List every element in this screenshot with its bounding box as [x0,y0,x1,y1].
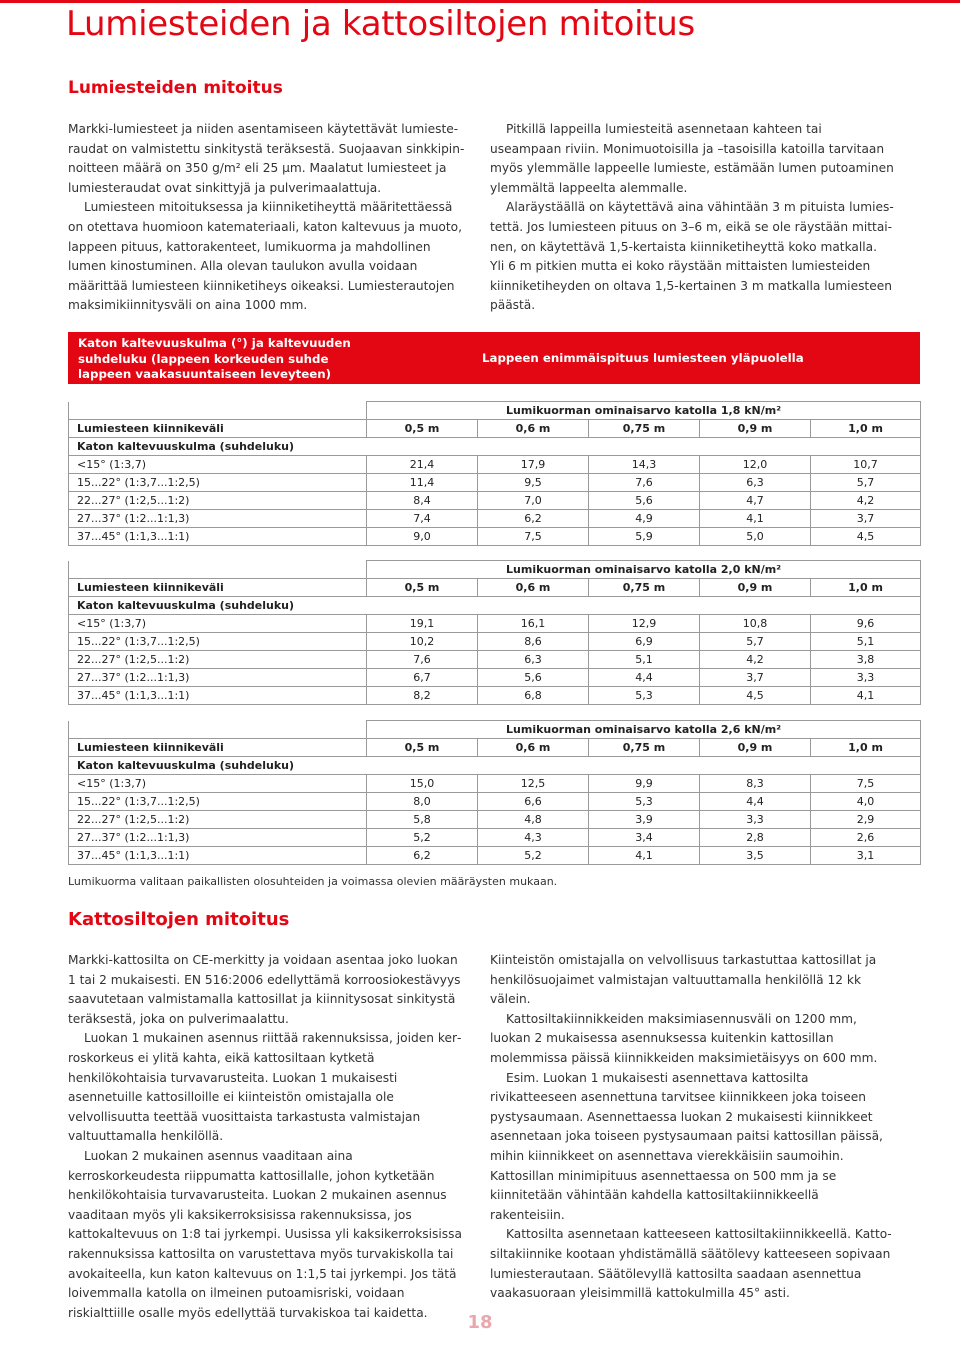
span-header: 0,9 m [700,420,811,438]
value-cell: 21,4 [367,456,478,474]
value-cell: 2,8 [700,829,811,847]
value-cell: 3,9 [589,811,700,829]
table-row [69,615,921,633]
band-right-label: Lappeen enimmäispituus lumiesteen yläpuolella [482,351,804,365]
section-heading-roof-bridges: Kattosiltojen mitoitus [68,909,290,930]
span-header: 0,6 m [478,579,589,597]
value-cell: 12,5 [478,775,589,793]
value-cell: 4,7 [700,492,811,510]
paragraph: Kiinteistön omistajalla on velvollisuus tarkastuttaa kattosillat ja henkilösuojaimet valmistajan valtuuttamalla henkilöllä 12 kk välein. [490,953,877,1007]
angle-label: 27...37° (1:2...1:1,3) [69,829,367,847]
table-row [69,669,921,687]
value-cell: 10,8 [700,615,811,633]
table-row [69,474,921,492]
page-title: Lumiesteiden ja kattosiltojen mitoitus [66,4,695,44]
table-row [69,829,921,847]
row-label-spacing: Lumiesteen kiinnikeväli [69,420,367,438]
angle-label: 37...45° (1:1,3...1:1) [69,528,367,546]
value-cell: 16,1 [478,615,589,633]
value-cell: 8,4 [367,492,478,510]
paragraph: Lumiesteen mitoituksessa ja kiinniketiheyttä määritettäessä on otettava huomioon katemateriaali, katon kaltevuus ja muoto, lappeen pituus, kattorakenteet, lumikuorma ja mahdollinen lumen kinostuminen. Alla olevan taulukon avulla voidaan määrittää lumiesteen kiinniketiheys oikeaksi. Lumiesterautojen maksimikiinnitysväli on aina 1000 mm. [68,200,462,313]
span-header: 1,0 m [811,420,921,438]
value-cell: 4,2 [700,651,811,669]
value-cell: 4,0 [811,793,921,811]
angle-label: 37...45° (1:1,3...1:1) [69,687,367,705]
span-header: 0,5 m [367,739,478,757]
value-cell: 5,6 [589,492,700,510]
value-cell: 7,0 [478,492,589,510]
value-cell: 3,5 [700,847,811,865]
table-row [69,775,921,793]
value-cell: 7,4 [367,510,478,528]
span-header: 0,9 m [700,579,811,597]
angle-label: <15° (1:3,7) [69,456,367,474]
value-cell: 4,3 [478,829,589,847]
table-header-band [68,332,920,384]
value-cell: 6,6 [478,793,589,811]
angle-label: <15° (1:3,7) [69,615,367,633]
value-cell: 5,3 [589,687,700,705]
page-number: 18 [467,1312,493,1333]
paragraph: Alaräystäällä on käytettävä aina vähintään 3 m pituista lumiestettä. Jos lumiesteen pituus on 3–6 m, eikä se ole räystään mittainen, on käytettävä 1,5-kertaista kiinniketiheyttä koko matkalla. Yli 6 m pitkien mutta ei koko räystään mittaisten lumiesteiden kiinniketiheyden on oltava 1,5-kertainen 3 m matkalla lumiesteen päästä. [490,200,894,313]
table-row [69,633,921,651]
value-cell: 9,0 [367,528,478,546]
value-cell: 7,5 [811,775,921,793]
value-cell: 3,7 [700,669,811,687]
roof-bridges-right-column [490,951,895,1304]
row-label-angle: Katon kaltevuuskulma (suhdeluku) [69,597,921,615]
value-cell: 4,2 [811,492,921,510]
table-row [69,811,921,829]
load-table-2-0 [68,560,921,705]
top-accent-bar [0,0,960,3]
value-cell: 5,8 [367,811,478,829]
angle-label: 27...37° (1:2...1:1,3) [69,669,367,687]
value-cell: 4,1 [811,687,921,705]
table-row [69,651,921,669]
span-header: 0,5 m [367,579,478,597]
value-cell: 4,1 [700,510,811,528]
span-header: 0,6 m [478,420,589,438]
value-cell: 11,4 [367,474,478,492]
paragraph: Luokan 2 mukainen asennus vaaditaan aina kerroskorkeudesta riippumatta kattosillalle, johon kytketään henkilökohtaisia turvavarusteita. Luokan 2 mukainen asennus vaaditaan myös yli kaksikerroksisissa rakennuksissa, jos kattokaltevuus on 1:8 tai jyrkempi. Uusissa yli kaksikerroksisissa rakennuksissa kattosilta on varustettava myös turvakiskolla tai avokaiteella, kun katon kaltevuus on 1:1,5 tai jyrkempi. Jos tätä loivemmalla katolla on ilmeinen putoamisriski, voidaan riskialttiille osalle myös edellyttää turvakiskoa tai kaidetta. [68,1148,462,1320]
row-label-angle: Katon kaltevuuskulma (suhdeluku) [69,757,921,775]
angle-label: 37...45° (1:1,3...1:1) [69,847,367,865]
value-cell: 7,6 [589,474,700,492]
value-cell: 5,2 [367,829,478,847]
value-cell: 12,9 [589,615,700,633]
value-cell: 6,2 [367,847,478,865]
value-cell: 9,6 [811,615,921,633]
angle-label: <15° (1:3,7) [69,775,367,793]
value-cell: 19,1 [367,615,478,633]
span-header: 0,6 m [478,739,589,757]
value-cell: 7,5 [478,528,589,546]
value-cell: 3,4 [589,829,700,847]
value-cell: 4,8 [478,811,589,829]
table-row [69,456,921,474]
paragraph: Markki-kattosilta on CE-merkitty ja voidaan asentaa joko luokan 1 tai 2 mukaisesti. EN 516:2006 edellyttämä korroosiokestävyys saavutetaan valmistamalla kattosillat ja kiinnitysosat sinkitystä teräksestä, joka on pulverimaalattu. [68,953,461,1026]
angle-label: 27...37° (1:2...1:1,3) [69,510,367,528]
table-caption: Lumikuorman ominaisarvo katolla 2,0 kN/m² [367,561,921,579]
table-caption: Lumikuorman ominaisarvo katolla 2,6 kN/m² [367,721,921,739]
table-row [69,847,921,865]
span-header: 1,0 m [811,579,921,597]
span-header: 1,0 m [811,739,921,757]
value-cell: 14,3 [589,456,700,474]
value-cell: 5,7 [811,474,921,492]
row-label-angle: Katon kaltevuuskulma (suhdeluku) [69,438,921,456]
value-cell: 4,9 [589,510,700,528]
row-label-spacing: Lumiesteen kiinnikeväli [69,739,367,757]
value-cell: 8,2 [367,687,478,705]
span-header: 0,9 m [700,739,811,757]
paragraph: Esim. Luokan 1 mukaisesti asennettava kattosilta rivikatteeseen asennettuna tarvitsee kiinnikkeen joka toiseen pystysaumaan. Asennettaessa luokan 2 mukaisesti kiinnikkeet asennetaan joka toiseen pystysaumaan paitsi kattosillan päissä, mihin kiinnikkeet on asennettava vierekkäisiin saumoihin. Kattosillan minimipituus asennettaessa on 500 mm ja se kiinnitetään vähintään kahdella kattosiltakiinnikkeellä rakenteisiin. [490,1070,883,1222]
value-cell: 3,7 [811,510,921,528]
value-cell: 5,0 [700,528,811,546]
load-table-2-6 [68,720,921,865]
angle-label: 22...27° (1:2,5...1:2) [69,811,367,829]
table-row [69,510,921,528]
load-table-1-8 [68,401,921,546]
paragraph: Markki-lumiesteet ja niiden asentamiseen käytettävät lumiesteraudat on valmistettu sinkitystä teräksestä. Suojaavan sinkkipinnoitteen määrä on 350 g/m² eli 25 µm. Maalatut lumiesteet ja lumiesteraudat ovat sinkittyjä ja pulverimaalattuja. [68,122,465,195]
angle-label: 22...27° (1:2,5...1:2) [69,651,367,669]
angle-label: 15...22° (1:3,7...1:2,5) [69,474,367,492]
paragraph: Kattosilta asennetaan katteeseen kattosiltakiinnikkeellä. Kattosiltakiinnike kootaan yhdistämällä säätölevy katteeseen sopivaan lumiesterautaan. Säätölevyllä kattosilta saadaan asennettua vaakasuoraan yleisimmillä kattokulmilla 45° asti. [490,1227,892,1301]
value-cell: 5,6 [478,669,589,687]
value-cell: 10,2 [367,633,478,651]
value-cell: 15,0 [367,775,478,793]
value-cell: 2,9 [811,811,921,829]
value-cell: 6,3 [700,474,811,492]
value-cell: 6,9 [589,633,700,651]
span-header: 0,75 m [589,420,700,438]
value-cell: 5,2 [478,847,589,865]
snow-guards-left-column [68,120,468,316]
value-cell: 12,0 [700,456,811,474]
value-cell: 5,1 [589,651,700,669]
table-row [69,793,921,811]
table-footnote: Lumikuorma valitaan paikallisten olosuhteiden ja voimassa olevien määräysten mukaan. [68,875,558,888]
row-label-spacing: Lumiesteen kiinnikeväli [69,579,367,597]
paragraph: Kattosiltakiinnikkeiden maksimiasennusväli on 1200 mm, luokan 2 mukaisessa asennuksessa kuitenkin kattosillan molemmissa päissä kiinnikkeiden maksimietäisyys on 600 mm. [490,1011,878,1065]
angle-label: 22...27° (1:2,5...1:2) [69,492,367,510]
span-header: 0,5 m [367,420,478,438]
span-header: 0,75 m [589,739,700,757]
value-cell: 9,5 [478,474,589,492]
value-cell: 7,6 [367,651,478,669]
table-row [69,492,921,510]
value-cell: 6,7 [367,669,478,687]
angle-label: 15...22° (1:3,7...1:2,5) [69,633,367,651]
value-cell: 4,5 [811,528,921,546]
value-cell: 17,9 [478,456,589,474]
table-row [69,687,921,705]
span-header: 0,75 m [589,579,700,597]
value-cell: 10,7 [811,456,921,474]
paragraph: Pitkillä lappeilla lumiesteitä asennetaan kahteen tai useampaan riviin. Monimuotoisilla ja –tasoisilla katoilla tarvitaan myös ylemmälle lappeelle lumieste, estämään lumen putoaminen ylemmältä lappeelta alemmalle. [490,122,894,195]
value-cell: 4,4 [589,669,700,687]
table-row [69,528,921,546]
value-cell: 3,1 [811,847,921,865]
value-cell: 3,3 [700,811,811,829]
roof-bridges-left-column [68,951,468,1323]
value-cell: 4,4 [700,793,811,811]
value-cell: 5,3 [589,793,700,811]
value-cell: 8,6 [478,633,589,651]
value-cell: 5,7 [700,633,811,651]
section-heading-snow-guards: Lumiesteiden mitoitus [68,78,283,98]
paragraph: Luokan 1 mukainen asennus riittää rakennuksissa, joiden kerroskorkeus ei ylitä kahta, eikä kattosiltaan kytketä henkilökohtaisia turvavarusteita. Luokan 1 mukaisesti asennetuille kattosilloille ei kiinteistön omistajalla ole velvollisuutta teettää vuosittaista tarkastusta valmistajan valtuuttamalla henkilöllä. [68,1031,462,1144]
value-cell: 3,3 [811,669,921,687]
table-caption: Lumikuorman ominaisarvo katolla 1,8 kN/m² [367,402,921,420]
value-cell: 9,9 [589,775,700,793]
band-left-label: Katon kaltevuuskulma (°) ja kaltevuuden suhdeluku (lappeen korkeuden suhde lappeen vaakasuuntaiseen leveyteen) [78,336,351,381]
value-cell: 3,8 [811,651,921,669]
value-cell: 6,3 [478,651,589,669]
angle-label: 15...22° (1:3,7...1:2,5) [69,793,367,811]
value-cell: 5,9 [589,528,700,546]
value-cell: 4,1 [589,847,700,865]
value-cell: 5,1 [811,633,921,651]
snow-guards-right-column [490,120,895,316]
value-cell: 2,6 [811,829,921,847]
value-cell: 6,8 [478,687,589,705]
value-cell: 8,3 [700,775,811,793]
value-cell: 6,2 [478,510,589,528]
value-cell: 8,0 [367,793,478,811]
value-cell: 4,5 [700,687,811,705]
